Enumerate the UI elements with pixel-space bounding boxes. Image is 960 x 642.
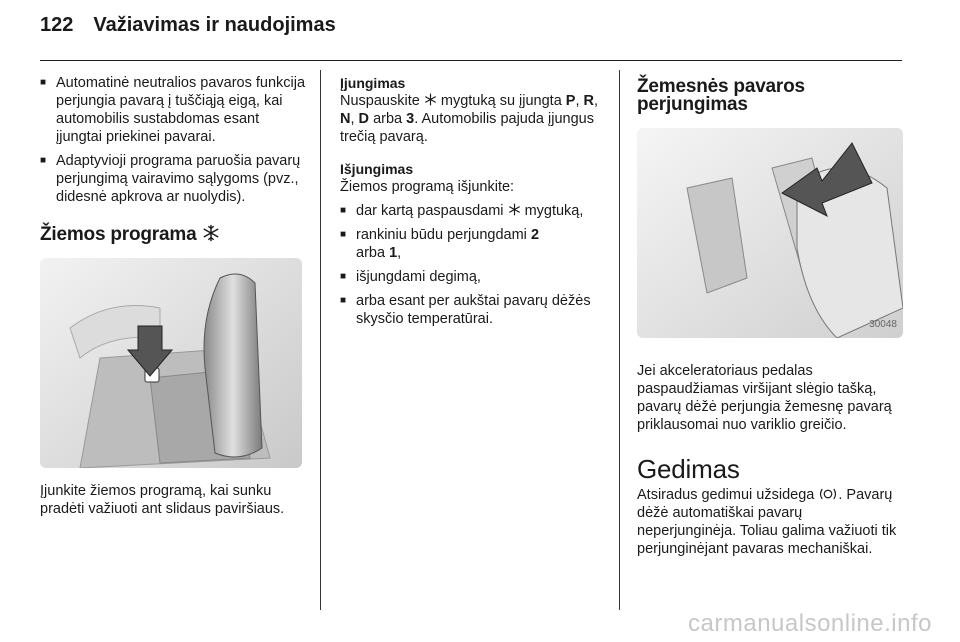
list-item: ■ dar kartą paspausdami mygtuką, (340, 202, 608, 220)
fault-heading: Gedimas (637, 454, 740, 484)
deactivation-list (340, 202, 608, 328)
snowflake-icon (424, 93, 437, 106)
figure-code: 30048 (869, 319, 897, 330)
snowflake-icon (202, 224, 220, 242)
pedal-illustration (637, 128, 903, 338)
list-item: ■ arba esant per aukštai pavarų dėžės skysčio temperatūrai. (340, 292, 608, 328)
transmission-warning-icon (818, 487, 838, 501)
page-number: 122 (40, 14, 74, 36)
activation-title: Įjungimas (340, 75, 406, 91)
watermark: carmanualsonline.info (688, 610, 932, 637)
pedal-figure (637, 128, 903, 338)
gear-selector-illustration (40, 258, 302, 468)
list-item: ■ išjungdami degimą, (340, 268, 608, 286)
snowflake-icon (508, 203, 521, 216)
header-rule (40, 60, 902, 61)
list-item: ■ Automatinė neutralios pavaros funkcija perjungia pavarą į tuščiąją eigą, kai automobilis sustabdomas esant įjungtai priekinei pavarai. (40, 74, 308, 146)
column-3 (637, 74, 905, 572)
gear-selector-figure (40, 258, 302, 468)
page-title: Važiavimas ir naudojimas (93, 14, 336, 36)
column-divider-2 (619, 70, 620, 610)
kickdown-heading: Žemesnės pavaros perjungimas (637, 76, 805, 115)
winter-caption: Įjunkite žiemos programą, kai sunku pradėti važiuoti ant slidaus paviršiaus. (40, 483, 285, 517)
page-header (40, 14, 336, 37)
deactivation-title: Išjungimas (340, 161, 414, 177)
list-item: ■ Adaptyvioji programa paruošia pavarų perjungimą vairavimo sąlygoms (pvz., didesnė apkrova ar nuolydis). (40, 152, 308, 206)
winter-program-heading: Žiemos programa (40, 224, 308, 244)
column-divider-1 (320, 70, 321, 610)
kickdown-text: Jei akceleratoriaus pedalas paspaudžiamas viršijant slėgio tašką, pavarų dėžė perjungia žemesnę pavarą priklausomai nuo variklio greičio. (637, 363, 892, 433)
column-2 (340, 74, 608, 334)
deactivation-intro: Žiemos programą išjunkite: (340, 179, 515, 195)
column-1 (40, 74, 308, 532)
list-item: ■ rankiniu būdu perjungdami 2 arba 1, (340, 226, 608, 262)
activation-text: Nuspauskite mygtuką su įjungta P, R, N, D arba 3. Automobilis pajuda įjungus trečią pavarą. (340, 93, 599, 145)
fault-text: Atsiradus gedimui užsidega . Pavarų dėžė automatiškai pavarų neperjunginėja. Toliau galima važiuoti tik perjunginėjant pavaras mechaniškai. (637, 487, 897, 557)
feature-list (40, 74, 308, 206)
